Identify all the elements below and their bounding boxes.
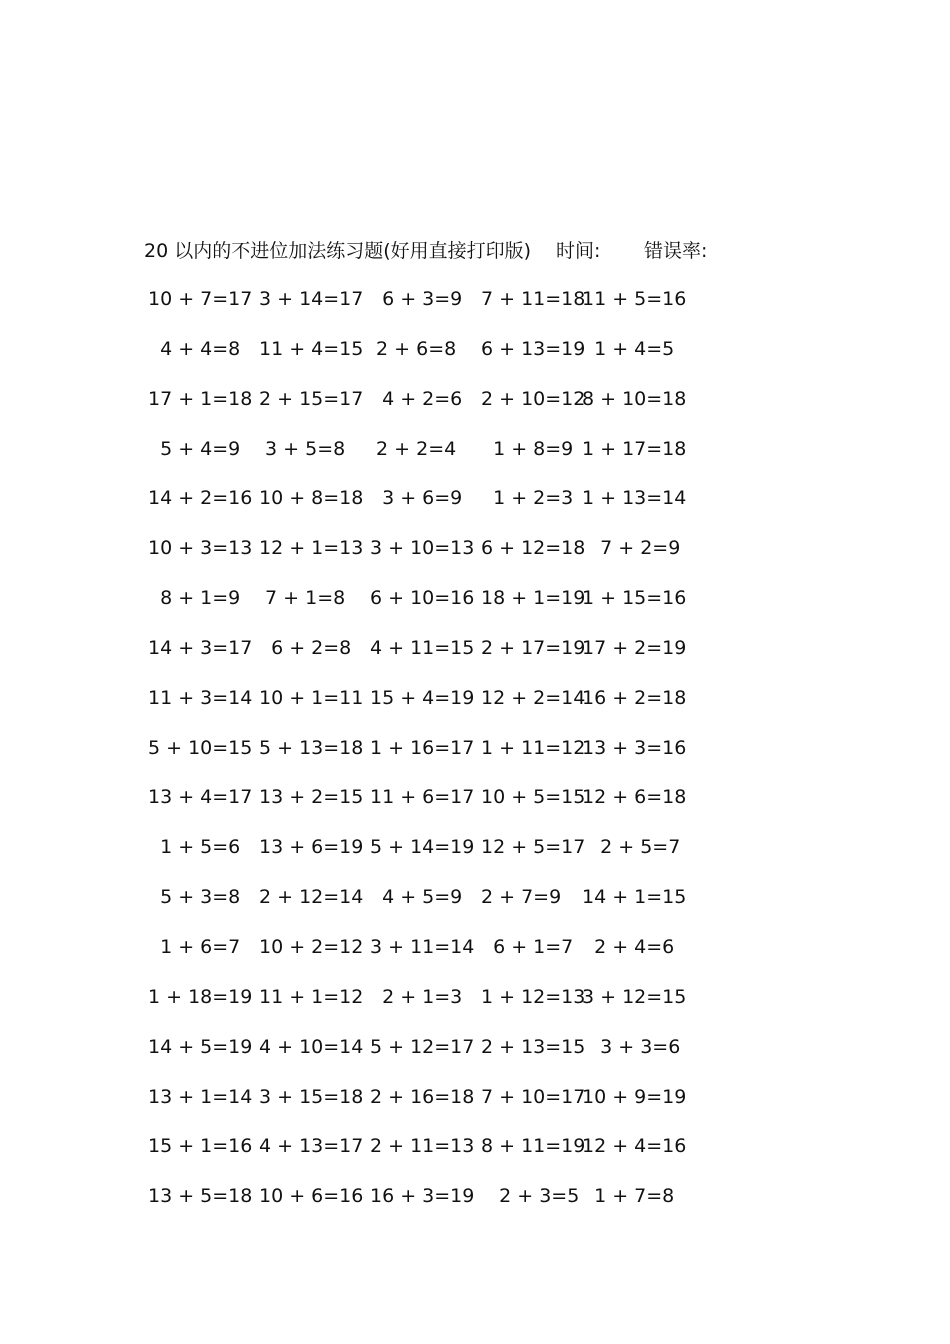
problem-row bbox=[148, 682, 708, 732]
addition-problem: 2 + 15=17 bbox=[259, 387, 364, 410]
addition-problem: 5 + 12=17 bbox=[370, 1035, 475, 1058]
problem-row bbox=[148, 781, 708, 831]
addition-problem: 6 + 1=7 bbox=[481, 935, 574, 958]
addition-problem: 17 + 2=19 bbox=[582, 636, 687, 659]
addition-problem: 3 + 10=13 bbox=[370, 537, 475, 560]
addition-problem: 2 + 10=12 bbox=[481, 387, 586, 410]
addition-problem: 8 + 11=19 bbox=[481, 1135, 586, 1158]
problem-row bbox=[148, 831, 708, 881]
addition-problem: 4 + 10=14 bbox=[259, 1035, 364, 1058]
addition-problem: 18 + 1=19 bbox=[481, 587, 586, 610]
addition-problem: 14 + 2=16 bbox=[148, 487, 253, 510]
addition-problem: 2 + 16=18 bbox=[370, 1085, 475, 1108]
addition-problem: 10 + 9=19 bbox=[582, 1085, 687, 1108]
addition-problem: 2 + 1=3 bbox=[370, 985, 463, 1008]
problem-row bbox=[148, 732, 708, 782]
addition-problem: 10 + 1=11 bbox=[259, 686, 364, 709]
addition-problem: 10 + 8=18 bbox=[259, 487, 364, 510]
addition-problem: 1 + 4=5 bbox=[582, 337, 675, 360]
addition-problem: 8 + 10=18 bbox=[582, 387, 687, 410]
addition-problem: 4 + 13=17 bbox=[259, 1135, 364, 1158]
addition-problem: 5 + 3=8 bbox=[148, 886, 241, 909]
addition-problem: 1 + 15=16 bbox=[582, 587, 687, 610]
addition-problem: 13 + 6=19 bbox=[259, 836, 364, 859]
addition-problem: 3 + 6=9 bbox=[370, 487, 463, 510]
addition-problem: 3 + 14=17 bbox=[259, 288, 364, 310]
problem-row bbox=[148, 632, 708, 682]
time-label: 时间: bbox=[556, 240, 601, 262]
addition-problem: 17 + 1=18 bbox=[148, 387, 253, 410]
addition-problem: 13 + 2=15 bbox=[259, 786, 364, 809]
addition-problem: 7 + 2=9 bbox=[582, 537, 681, 560]
addition-problem: 1 + 5=6 bbox=[148, 836, 241, 859]
worksheet-title: 20 以内的不进位加法练习题(好用直接打印版) bbox=[144, 240, 532, 262]
problem-row bbox=[148, 1130, 708, 1180]
addition-problem: 5 + 4=9 bbox=[148, 437, 241, 460]
problem-row bbox=[148, 333, 708, 383]
addition-problem: 2 + 2=4 bbox=[370, 437, 457, 460]
addition-problem: 1 + 18=19 bbox=[148, 985, 253, 1008]
addition-problem: 6 + 13=19 bbox=[481, 337, 586, 360]
addition-problem: 6 + 10=16 bbox=[370, 587, 475, 610]
addition-problem: 6 + 12=18 bbox=[481, 537, 586, 560]
addition-problem: 6 + 3=9 bbox=[370, 288, 463, 310]
addition-problem: 3 + 5=8 bbox=[259, 437, 346, 460]
addition-problem: 15 + 1=16 bbox=[148, 1135, 253, 1158]
addition-problem: 1 + 12=13 bbox=[481, 985, 586, 1008]
addition-problem: 1 + 2=3 bbox=[481, 487, 574, 510]
addition-problem: 3 + 15=18 bbox=[259, 1085, 364, 1108]
addition-problem: 5 + 10=15 bbox=[148, 736, 253, 759]
addition-problem: 12 + 4=16 bbox=[582, 1135, 687, 1158]
addition-problem: 14 + 1=15 bbox=[582, 886, 687, 909]
addition-problem: 4 + 4=8 bbox=[148, 337, 241, 360]
addition-problem: 2 + 7=9 bbox=[481, 886, 562, 909]
addition-problem: 1 + 17=18 bbox=[582, 437, 687, 460]
addition-problem: 7 + 10=17 bbox=[481, 1085, 586, 1108]
addition-problem: 1 + 6=7 bbox=[148, 935, 241, 958]
addition-problem: 11 + 1=12 bbox=[259, 985, 364, 1008]
addition-problem: 3 + 11=14 bbox=[370, 935, 475, 958]
addition-problem: 14 + 3=17 bbox=[148, 636, 253, 659]
problem-row bbox=[148, 582, 708, 632]
addition-problem: 10 + 3=13 bbox=[148, 537, 253, 560]
addition-problem: 10 + 7=17 bbox=[148, 288, 253, 310]
addition-problem: 2 + 5=7 bbox=[582, 836, 681, 859]
addition-problem: 2 + 13=15 bbox=[481, 1035, 586, 1058]
addition-problem: 2 + 4=6 bbox=[582, 935, 675, 958]
addition-problem: 13 + 3=16 bbox=[582, 736, 687, 759]
addition-problem: 13 + 5=18 bbox=[148, 1185, 253, 1208]
problem-row bbox=[148, 383, 708, 433]
addition-problem: 10 + 6=16 bbox=[259, 1185, 364, 1208]
addition-problem: 15 + 4=19 bbox=[370, 686, 475, 709]
addition-problem: 4 + 2=6 bbox=[370, 387, 463, 410]
addition-problem: 13 + 4=17 bbox=[148, 786, 253, 809]
problem-row bbox=[148, 931, 708, 981]
problem-row bbox=[148, 1031, 708, 1081]
addition-problem: 12 + 5=17 bbox=[481, 836, 586, 859]
worksheet-header bbox=[144, 236, 864, 266]
addition-problem: 1 + 11=12 bbox=[481, 736, 586, 759]
addition-problem: 1 + 7=8 bbox=[582, 1185, 675, 1208]
addition-problem: 7 + 11=18 bbox=[481, 288, 586, 310]
addition-problem: 2 + 17=19 bbox=[481, 636, 586, 659]
addition-problem: 11 + 6=17 bbox=[370, 786, 475, 809]
problem-row bbox=[148, 532, 708, 582]
error-rate-label: 错误率: bbox=[644, 240, 708, 262]
addition-problem: 13 + 1=14 bbox=[148, 1085, 253, 1108]
addition-problem: 12 + 1=13 bbox=[259, 537, 364, 560]
problem-row bbox=[148, 283, 708, 333]
addition-problem: 4 + 11=15 bbox=[370, 636, 475, 659]
problem-row bbox=[148, 1180, 708, 1230]
problem-row bbox=[148, 482, 708, 532]
addition-problem: 16 + 3=19 bbox=[370, 1185, 475, 1208]
addition-problem: 11 + 3=14 bbox=[148, 686, 253, 709]
problem-row bbox=[148, 433, 708, 483]
addition-problem: 6 + 2=8 bbox=[259, 636, 352, 659]
addition-problem: 3 + 12=15 bbox=[582, 985, 687, 1008]
addition-problem: 5 + 13=18 bbox=[259, 736, 364, 759]
addition-problem: 14 + 5=19 bbox=[148, 1035, 253, 1058]
addition-problem: 3 + 3=6 bbox=[582, 1035, 681, 1058]
addition-problem: 12 + 2=14 bbox=[481, 686, 586, 709]
addition-problem: 10 + 5=15 bbox=[481, 786, 586, 809]
addition-problem: 11 + 4=15 bbox=[259, 337, 364, 360]
addition-problem: 16 + 2=18 bbox=[582, 686, 687, 709]
addition-problem: 1 + 13=14 bbox=[582, 487, 687, 510]
addition-problem: 2 + 11=13 bbox=[370, 1135, 475, 1158]
addition-problem: 1 + 8=9 bbox=[481, 437, 574, 460]
problem-grid bbox=[148, 283, 708, 1230]
problem-row bbox=[148, 1081, 708, 1131]
addition-problem: 10 + 2=12 bbox=[259, 935, 364, 958]
addition-problem: 2 + 12=14 bbox=[259, 886, 364, 909]
addition-problem: 11 + 5=16 bbox=[582, 288, 687, 310]
addition-problem: 7 + 1=8 bbox=[259, 587, 346, 610]
addition-problem: 12 + 6=18 bbox=[582, 786, 687, 809]
problem-row bbox=[148, 881, 708, 931]
addition-problem: 2 + 3=5 bbox=[481, 1185, 580, 1208]
addition-problem: 4 + 5=9 bbox=[370, 886, 463, 909]
addition-problem: 2 + 6=8 bbox=[370, 337, 457, 360]
addition-problem: 8 + 1=9 bbox=[148, 587, 241, 610]
addition-problem: 5 + 14=19 bbox=[370, 836, 475, 859]
addition-problem: 1 + 16=17 bbox=[370, 736, 475, 759]
problem-row bbox=[148, 981, 708, 1031]
